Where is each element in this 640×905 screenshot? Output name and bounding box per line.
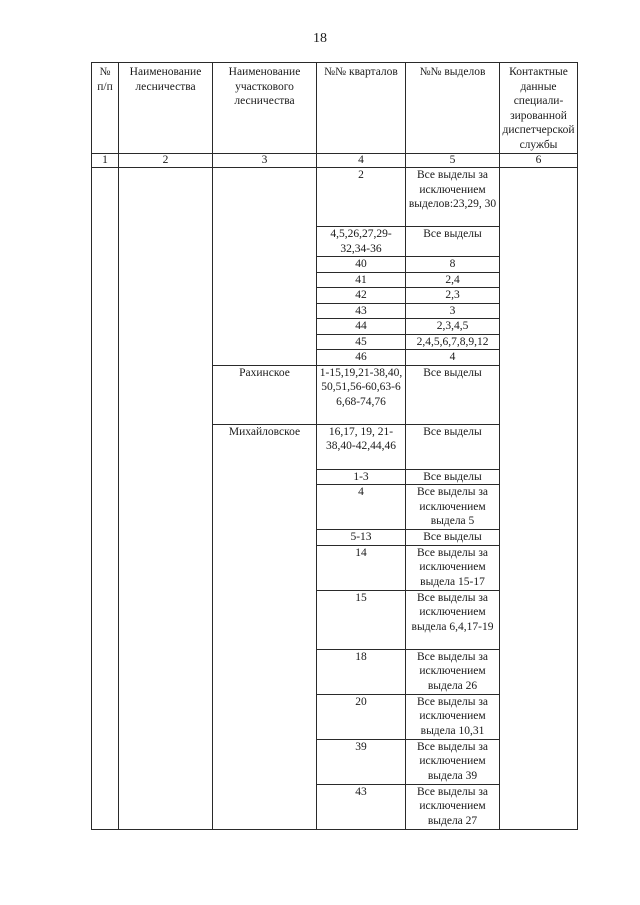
sections-cell: 2,3 bbox=[406, 288, 500, 304]
column-number: 5 bbox=[406, 154, 500, 168]
quarter-cell: 20 bbox=[317, 694, 406, 739]
column-number: 2 bbox=[119, 154, 213, 168]
header-number: № п/п bbox=[92, 63, 119, 154]
quarter-cell: 40 bbox=[317, 257, 406, 273]
header-sections: №№ выделов bbox=[406, 63, 500, 154]
quarter-cell: 2 bbox=[317, 168, 406, 227]
quarter-cell: 16,17, 19, 21-38,40-42,44,46 bbox=[317, 424, 406, 469]
sections-cell: 2,3,4,5 bbox=[406, 319, 500, 335]
quarter-cell: 44 bbox=[317, 319, 406, 335]
district-name-mikhailovskoe: Михайловское bbox=[213, 424, 317, 829]
quarter-cell: 39 bbox=[317, 739, 406, 784]
sections-cell: 2,4 bbox=[406, 272, 500, 288]
contacts-cell bbox=[500, 168, 578, 830]
header-dispatch-contacts: Контактные данные специали-зированной диспетчерской службы bbox=[500, 63, 578, 154]
quarter-cell: 41 bbox=[317, 272, 406, 288]
number-cell bbox=[92, 168, 119, 830]
sections-cell: Все выделы за исключением выдела 5 bbox=[406, 485, 500, 530]
forestry-cell bbox=[119, 168, 213, 830]
quarter-cell: 5-13 bbox=[317, 530, 406, 546]
sections-cell: Все выделы bbox=[406, 530, 500, 546]
quarter-cell: 45 bbox=[317, 334, 406, 350]
sections-cell: Все выделы за исключением выдела 27 bbox=[406, 784, 500, 829]
header-district-forestry-name: Наименование участкового лесничества bbox=[213, 63, 317, 154]
header-forestry-name: Наименование лесничества bbox=[119, 63, 213, 154]
sections-cell: 2,4,5,6,7,8,9,12 bbox=[406, 334, 500, 350]
district-cell bbox=[213, 168, 317, 366]
district-name-rakhinskoe: Рахинское bbox=[213, 365, 317, 424]
quarter-cell: 18 bbox=[317, 649, 406, 694]
quarter-cell: 15 bbox=[317, 590, 406, 649]
column-number: 4 bbox=[317, 154, 406, 168]
quarter-cell: 14 bbox=[317, 545, 406, 590]
sections-cell: Все выделы за исключением выдела 39 bbox=[406, 739, 500, 784]
sections-cell: Все выделы за исключением выдела 15-17 bbox=[406, 545, 500, 590]
sections-cell: 8 bbox=[406, 257, 500, 273]
sections-cell: Все выделы bbox=[406, 365, 500, 424]
column-number: 1 bbox=[92, 154, 119, 168]
quarter-cell: 1-15,19,21-38,40,50,51,56-60,63-66,68-74,76 bbox=[317, 365, 406, 424]
column-number: 3 bbox=[213, 154, 317, 168]
sections-cell: Все выделы за исключением выдела 6,4,17-19 bbox=[406, 590, 500, 649]
quarter-cell: 43 bbox=[317, 784, 406, 829]
quarter-cell: 43 bbox=[317, 303, 406, 319]
forestry-table bbox=[91, 62, 578, 830]
quarter-cell: 4,5,26,27,29-32,34-36 bbox=[317, 227, 406, 257]
column-number: 6 bbox=[500, 154, 578, 168]
quarter-cell: 46 bbox=[317, 350, 406, 366]
sections-cell: Все выделы bbox=[406, 469, 500, 485]
table-row bbox=[92, 168, 578, 227]
header-quarters: №№ кварталов bbox=[317, 63, 406, 154]
sections-cell: 4 bbox=[406, 350, 500, 366]
header-row bbox=[92, 63, 578, 154]
quarter-cell: 1-3 bbox=[317, 469, 406, 485]
quarter-cell: 42 bbox=[317, 288, 406, 304]
sections-cell: Все выделы за исключением выдела 26 bbox=[406, 649, 500, 694]
page-number: 18 bbox=[313, 31, 327, 46]
sections-cell: Все выделы bbox=[406, 424, 500, 469]
quarter-cell: 4 bbox=[317, 485, 406, 530]
sections-cell: 3 bbox=[406, 303, 500, 319]
sections-cell: Все выделы bbox=[406, 227, 500, 257]
column-number-row bbox=[92, 154, 578, 168]
sections-cell: Все выделы за исключением выдела 10,31 bbox=[406, 694, 500, 739]
sections-cell: Все выделы за исключением выделов:23,29, 30 bbox=[406, 168, 500, 227]
